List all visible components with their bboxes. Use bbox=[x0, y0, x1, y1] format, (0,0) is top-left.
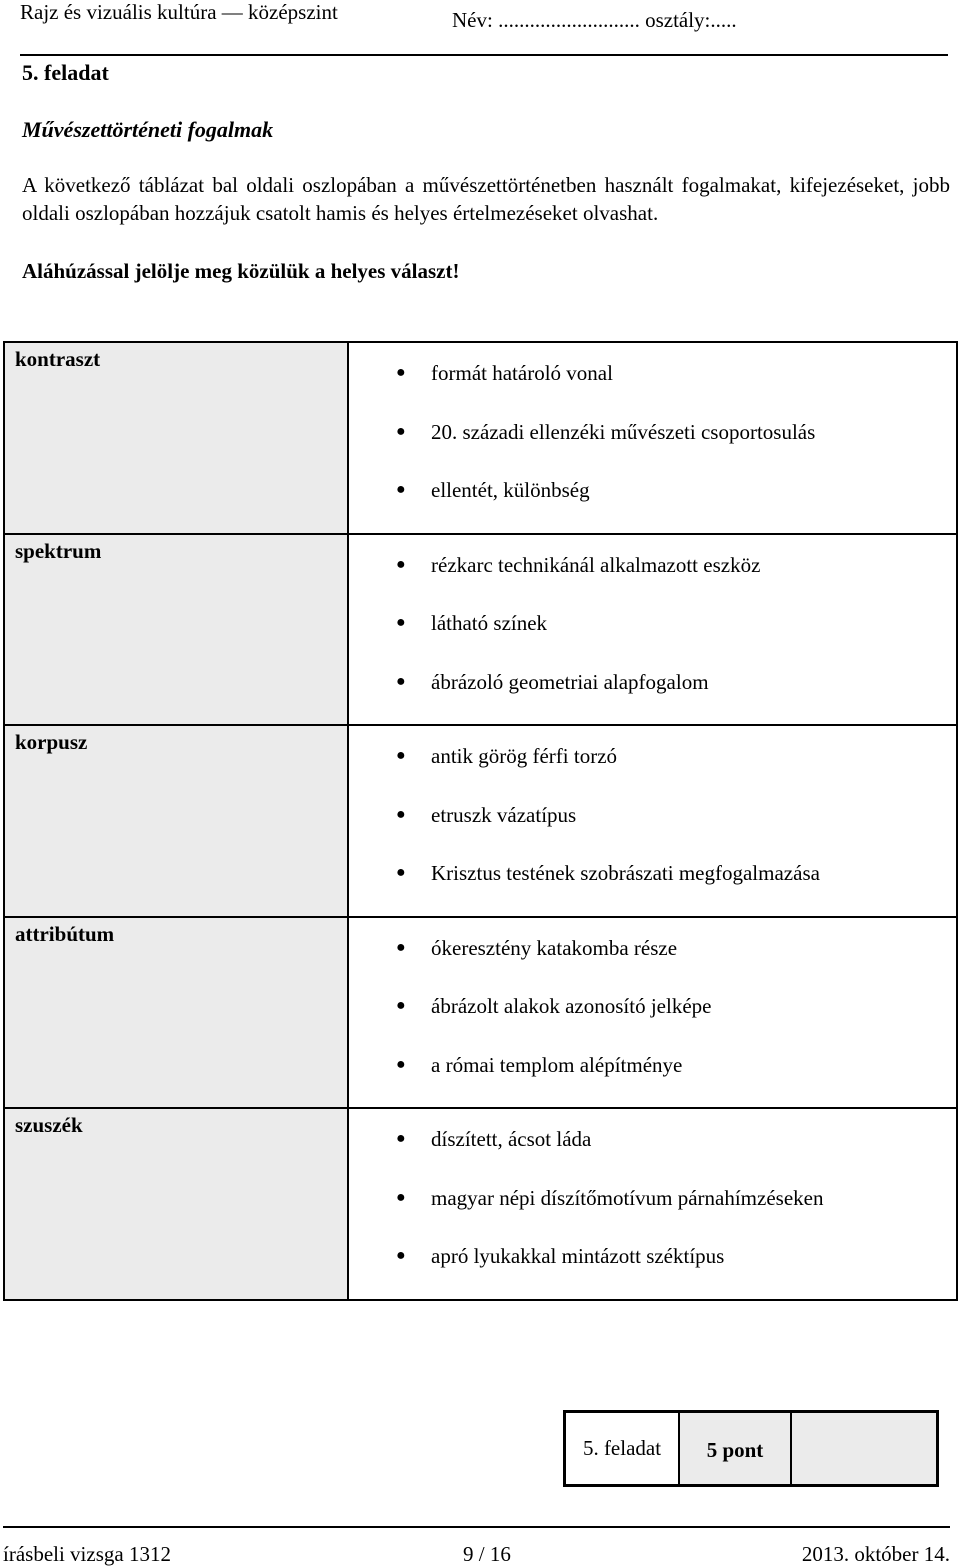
bullet-icon: ● bbox=[396, 1130, 406, 1147]
answer-option-text: ellentét, különbség bbox=[431, 478, 590, 502]
answer-option-text: ábrázoló geometriai alapfogalom bbox=[431, 669, 709, 694]
term-options bbox=[348, 725, 957, 917]
term-label: szuszék bbox=[4, 1108, 348, 1300]
term-options bbox=[348, 534, 957, 726]
answer-option-text: rézkarc technikánál alkalmazott eszköz bbox=[431, 552, 761, 577]
bullet-icon: ● bbox=[396, 1055, 406, 1073]
score-earned-field[interactable] bbox=[792, 1413, 936, 1484]
answer-option-text: ábrázolt alakok azonosító jelképe bbox=[431, 994, 712, 1018]
answer-option[interactable] bbox=[349, 549, 956, 608]
answer-option-text: díszített, ácsot láda bbox=[431, 1127, 592, 1151]
answer-option[interactable] bbox=[349, 990, 956, 1049]
score-task-label: 5. feladat bbox=[566, 1413, 680, 1484]
answer-option[interactable] bbox=[349, 1049, 956, 1108]
answer-option[interactable] bbox=[349, 857, 956, 916]
answer-option[interactable] bbox=[349, 666, 956, 725]
bullet-icon: ● bbox=[396, 1247, 406, 1264]
bullet-icon: ● bbox=[396, 1188, 406, 1206]
answer-option[interactable] bbox=[349, 1123, 956, 1182]
term-row bbox=[4, 917, 957, 1109]
page-header bbox=[20, 0, 948, 56]
exam-id: írásbeli vizsga 1312 bbox=[3, 1542, 171, 1566]
bullet-icon: ● bbox=[396, 364, 406, 381]
answer-option[interactable] bbox=[349, 932, 956, 991]
term-label: kontraszt bbox=[4, 342, 348, 534]
answer-option[interactable] bbox=[349, 1182, 956, 1241]
answer-option[interactable] bbox=[349, 740, 956, 799]
term-row bbox=[4, 342, 957, 534]
bullet-icon: ● bbox=[396, 614, 406, 631]
page-footer bbox=[3, 1526, 950, 1566]
bullet-icon: ● bbox=[396, 555, 406, 573]
subject-title: Rajz és vizuális kultúra — középszint bbox=[20, 0, 338, 24]
score-box bbox=[563, 1410, 939, 1487]
term-options bbox=[348, 1108, 957, 1300]
task-intro: A következő táblázat bal oldali oszlopában a művészettörténetben használt fogalmakat, kifejezéseket, jobb oldali oszlopában hozzájuk csatolt hamis és helyes értelmezéseket olvashat. bbox=[22, 173, 950, 225]
answer-option-text: Krisztus testének szobrászati megfogalmazása bbox=[431, 861, 820, 885]
bullet-icon: ● bbox=[396, 864, 406, 881]
answer-option-text: látható színek bbox=[431, 611, 548, 635]
answer-option[interactable] bbox=[349, 1240, 956, 1299]
answer-option[interactable] bbox=[349, 416, 956, 475]
bullet-icon: ● bbox=[396, 481, 406, 498]
answer-option-text: etruszk vázatípus bbox=[431, 802, 577, 827]
bullet-icon: ● bbox=[396, 805, 406, 823]
bullet-icon: ● bbox=[396, 997, 406, 1014]
bullet-icon: ● bbox=[396, 422, 406, 440]
answer-option-text: formát határoló vonal bbox=[431, 361, 613, 385]
exam-date: 2013. október 14. bbox=[801, 1542, 950, 1566]
term-label: spektrum bbox=[4, 534, 348, 726]
term-options bbox=[348, 917, 957, 1109]
answer-option-text: a római templom alépítménye bbox=[431, 1052, 683, 1077]
answer-option[interactable] bbox=[349, 607, 956, 666]
answer-option-text: ókeresztény katakomba része bbox=[431, 935, 678, 960]
answer-option-text: apró lyukakkal mintázott széktípus bbox=[431, 1244, 725, 1268]
bullet-icon: ● bbox=[396, 938, 406, 956]
term-label: korpusz bbox=[4, 725, 348, 917]
term-row bbox=[4, 725, 957, 917]
score-max-points: 5 pont bbox=[680, 1413, 792, 1484]
term-row bbox=[4, 1108, 957, 1300]
answer-option-text: 20. századi ellenzéki művészeti csoportosulás bbox=[431, 419, 816, 444]
terms-table bbox=[3, 341, 958, 1301]
page-number: 9 / 16 bbox=[463, 1542, 511, 1566]
bullet-icon: ● bbox=[396, 672, 406, 690]
term-row bbox=[4, 534, 957, 726]
answer-option[interactable] bbox=[349, 357, 956, 416]
section-title: Művészettörténeti fogalmak bbox=[22, 117, 274, 142]
task-instruction: Aláhúzással jelölje meg közülük a helyes választ! bbox=[22, 259, 460, 283]
term-label: attribútum bbox=[4, 917, 348, 1109]
answer-option[interactable] bbox=[349, 799, 956, 858]
answer-option-text: antik görög férfi torzó bbox=[431, 744, 618, 768]
answer-option-text: magyar népi díszítőmotívum párnahímzéseken bbox=[431, 1185, 824, 1210]
answer-option[interactable] bbox=[349, 474, 956, 533]
task-number: 5. feladat bbox=[22, 60, 109, 85]
name-class-field: Név: ........................... osztály:..... bbox=[452, 8, 737, 32]
bullet-icon: ● bbox=[396, 747, 406, 764]
term-options bbox=[348, 342, 957, 534]
